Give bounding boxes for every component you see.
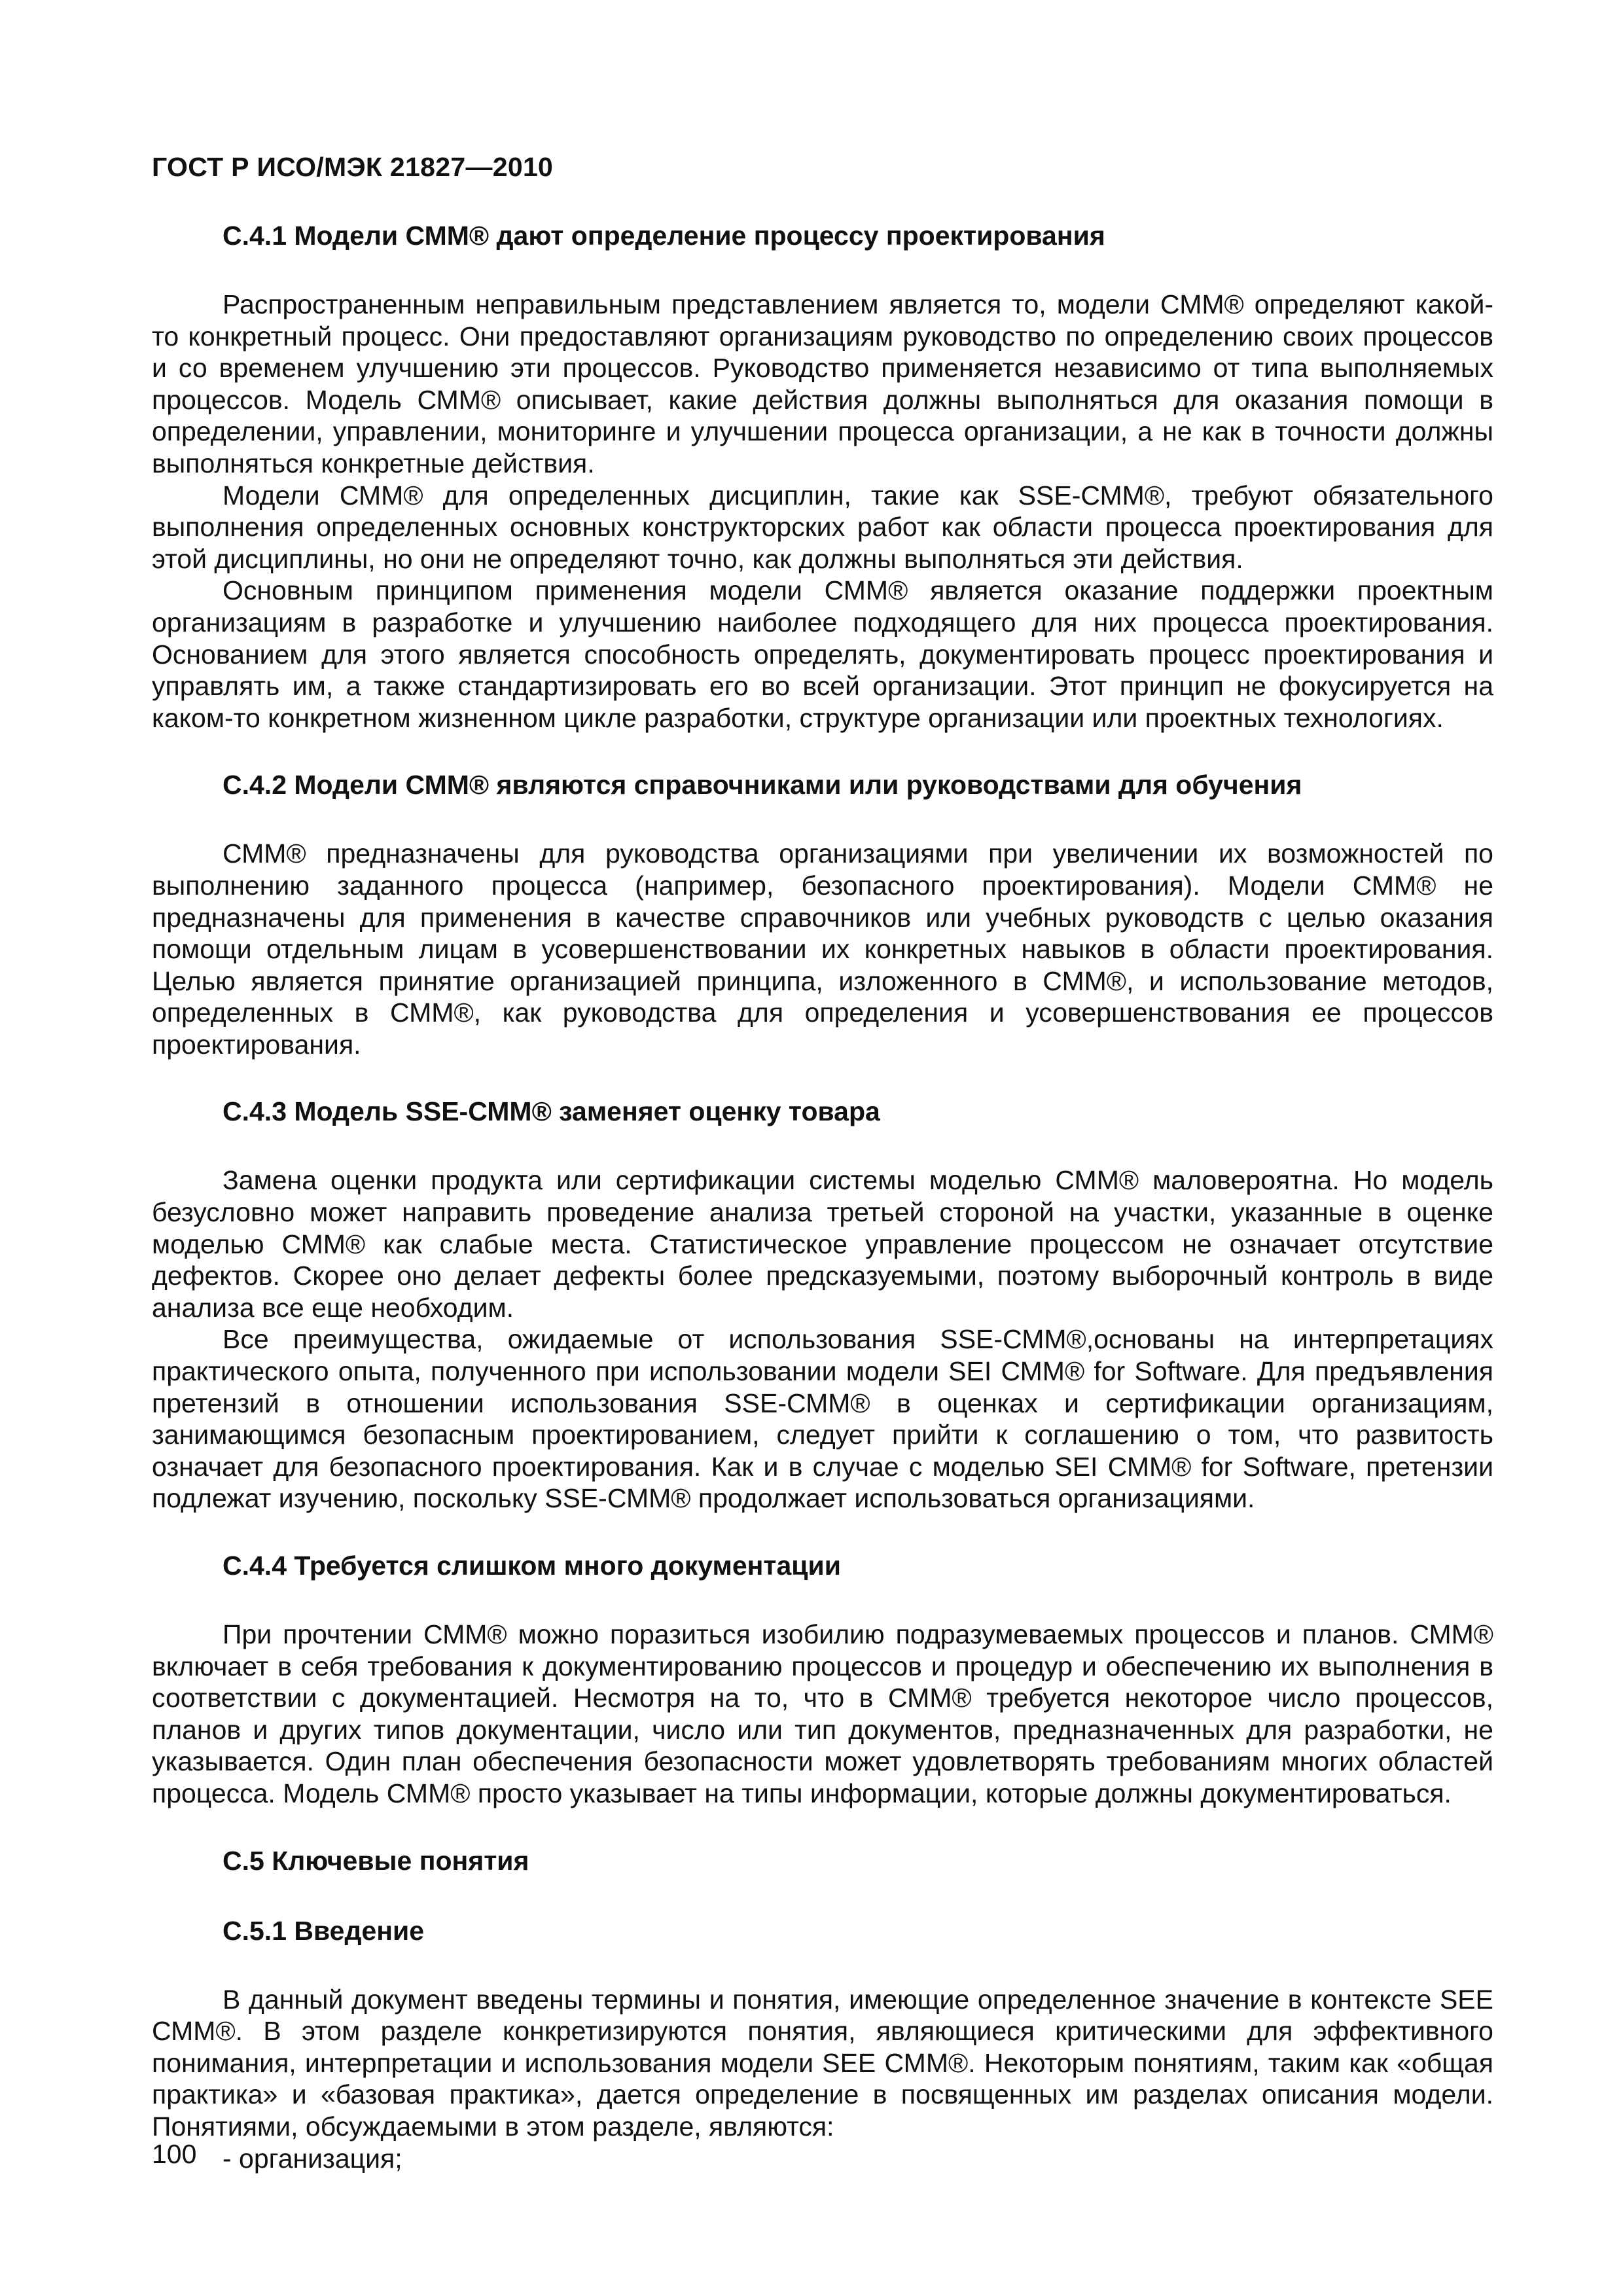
paragraph: СММ® предназначены для руководства организациями при увеличении их возможностей по выполнению заданного процесса (например, безопасного проектирования). Модели СММ® не предназначены для применения в качестве справочников или учебных руководств с целью оказания помощи отдельным лицам в усовершенствовании их конкретных навыков в области проектирования. Целью является принятие организацией принципа, изложенного в СММ®, и использование методов, определенных в СММ®, как руководства для определения и усовершенствования ее процессов проектирования.	[152, 838, 1493, 1060]
paragraph: Модели СММ® для определенных дисциплин, такие как SSE-СММ®, требуют обязательного выполнения определенных основных конструкторских работ как области процесса проектирования для этой дисциплины, но они не определяют точно, как должны выполняться эти действия.	[152, 480, 1493, 574]
page-number: 100	[152, 2139, 197, 2169]
section-c-4-4	[152, 1549, 1493, 1810]
section-c-4-2	[152, 768, 1493, 1060]
section-heading: С.5.1 Введение	[223, 1915, 425, 1946]
document-header: ГОСТ Р ИСО/МЭК 21827—2010	[152, 152, 554, 182]
paragraph: В данный документ введены термины и понятия, имеющие определенное значение в контексте SEE СММ®. В этом разделе конкретизируются понятия, являющиеся критическими для эффективного понимания, интерпретации и использования модели SEE СММ®. Некоторым понятиям, таким как «общая практика» и «базовая практика», дается определение в посвященных им разделах описания модели. Понятиями, обсуждаемыми в этом разделе, являются:	[152, 1984, 1493, 2142]
paragraph: При прочтении СММ® можно поразиться изобилию подразумеваемых процессов и планов. СММ® включает в себя требования к документированию процессов и процедур и обеспечению их выполнения в соответствии с документацией. Несмотря на то, что в СММ® требуется некоторое число процессов, планов и других типов документации, число или тип документов, предназначенных для разработки, не указывается. Один план обеспечения безопасности может удовлетворять требованиям многих областей процесса. Модель СММ® просто указывает на типы информации, которые должны документироваться.	[152, 1619, 1493, 1808]
paragraph: Распространенным неправильным представлением является то, модели СММ® определяют какой-то конкретный процесс. Они предоставляют организациям руководство по определению своих процессов и со временем улучшению эти процессов. Руководство применяется независимо от типа выполняемых процессов. Модель СММ® описывает, какие действия должны выполняться для оказания помощи в определении, управлении, мониторинге и улучшении процесса организации, а не как в точности должны выполняться конкретные действия.	[152, 289, 1493, 478]
document-body	[152, 219, 1493, 2208]
section-c-4-1	[152, 219, 1493, 734]
section-heading: С.4.1 Модели СММ® дают определение процессу проектирования	[223, 221, 1105, 251]
section-heading: С.4.3 Модель SSE-СММ® заменяет оценку товара	[223, 1096, 880, 1127]
section-heading: С.4.2 Модели СММ® являются справочниками или руководствами для обучения	[223, 770, 1302, 800]
section-c-5	[152, 1844, 1493, 1878]
paragraph: Замена оценки продукта или сертификации системы моделью СММ® маловероятна. Но модель безусловно может направить проведение анализа третьей стороной на участки, указанные в оценке моделью СММ® как слабые места. Статистическое управление процессом не означает отсутствие дефектов. Скорее оно делает дефекты более предсказуемыми, поэтому выборочный контроль в виде анализа все еще необходим.	[152, 1165, 1493, 1323]
paragraph: Все преимущества, ожидаемые от использования SSE-СММ®,основаны на интерпретациях практического опыта, полученного при использовании модели SEI СММ® for Software. Для предъявления претензий в отношении использования SSE-СММ® в оценках и сертификации организациям, занимающимся безопасным проектированием, следует прийти к соглашению о том, что развитость означает для безопасного проектирования. Как и в случае с моделью SEI СММ® for Software, претензии подлежат изучению, поскольку SSE-СММ® продолжает использоваться организациями.	[152, 1324, 1493, 1514]
section-heading: С.5 Ключевые понятия	[223, 1845, 529, 1876]
paragraph: Основным принципом применения модели СММ® является оказание поддержки проектным организациям в разработке и улучшению наиболее подходящего для них процесса проектирования. Основанием для этого является способность определять, документировать процесс проектирования и управлять им, а также стандартизировать его во всей организации. Этот принцип не фокусируется на каком-то конкретном жизненном цикле разработки, структуре организации или проектных технологиях.	[152, 575, 1493, 733]
section-c-4-3	[152, 1094, 1493, 1515]
section-heading: С.4.4 Требуется слишком много документации	[223, 1551, 841, 1581]
list-item: - организация;	[223, 2143, 402, 2174]
section-c-5-1	[152, 1914, 1493, 2175]
